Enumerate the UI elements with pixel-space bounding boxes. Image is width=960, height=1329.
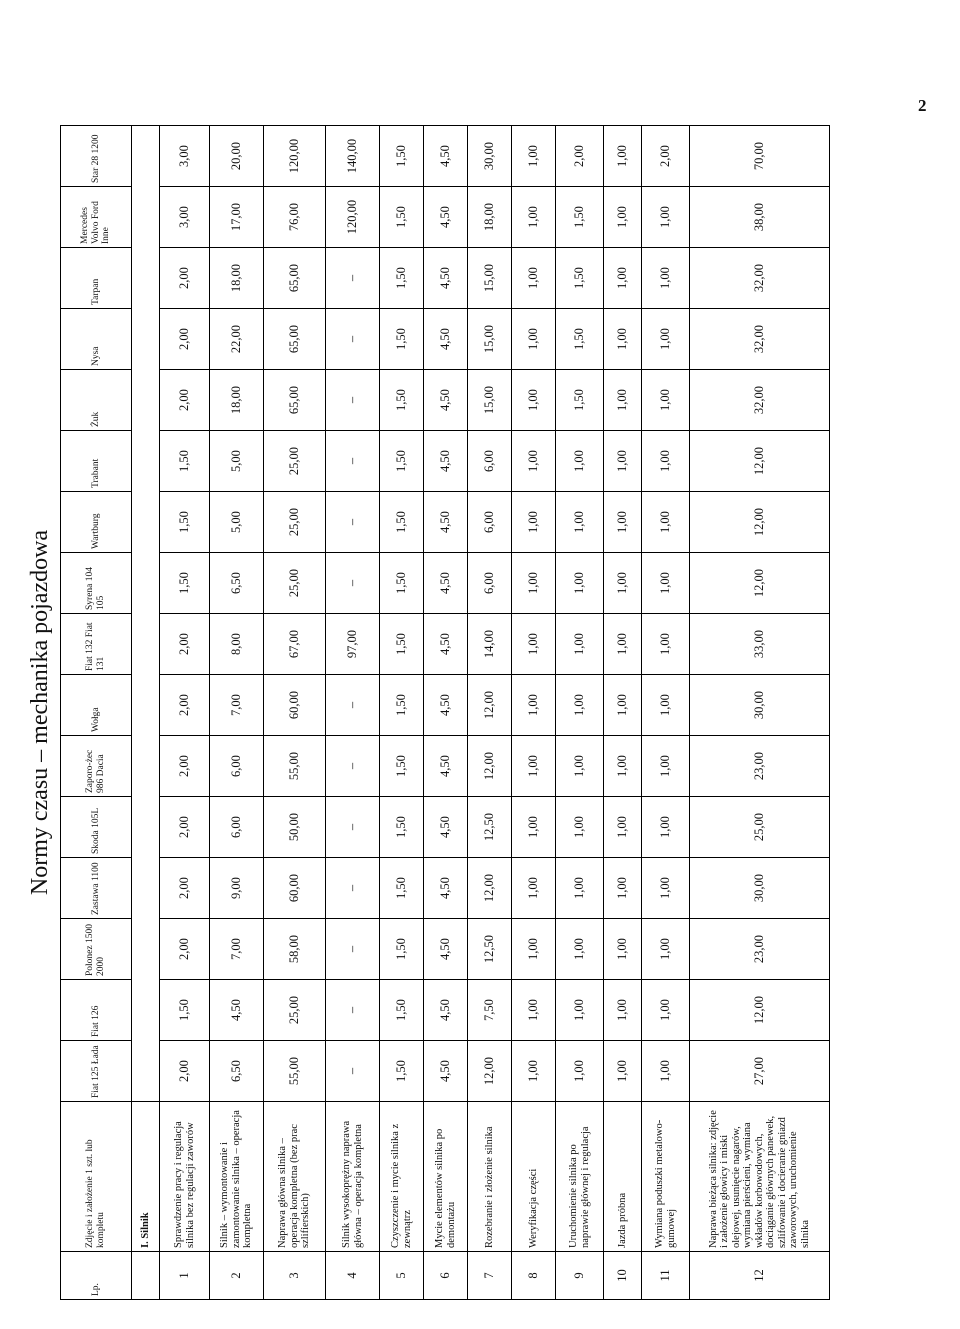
row-value: 1,00 — [642, 431, 690, 492]
rotated-page-content — [20, 30, 811, 1300]
norms-table — [60, 125, 830, 1300]
row-value: 1,50 — [556, 248, 604, 309]
row-value: 7,00 — [210, 919, 264, 980]
row-value: 1,50 — [380, 797, 424, 858]
header-vehicle: Zastawa 1100 — [61, 858, 132, 919]
row-value: 1,00 — [556, 797, 604, 858]
header-vehicle: Żuk — [61, 370, 132, 431]
row-value: 12,00 — [690, 492, 830, 553]
row-value: 4,50 — [424, 858, 468, 919]
row-value: 4,50 — [424, 126, 468, 187]
row-value: 4,50 — [424, 675, 468, 736]
row-operation: Czyszczenie i mycie silnika z zewnątrz — [380, 1102, 424, 1252]
row-value: 1,00 — [642, 614, 690, 675]
row-value: 15,00 — [468, 370, 512, 431]
row-value: 2,00 — [642, 126, 690, 187]
row-value: 1,00 — [556, 858, 604, 919]
row-lp: 8 — [512, 1252, 556, 1300]
row-value: 2,00 — [160, 736, 210, 797]
row-value: 27,00 — [690, 1041, 830, 1102]
section-lp-cell — [132, 1252, 160, 1300]
row-value: 1,00 — [512, 187, 556, 248]
row-value: 8,00 — [210, 614, 264, 675]
table-row — [512, 126, 556, 1300]
row-value: 32,00 — [690, 248, 830, 309]
row-value: – — [326, 980, 380, 1041]
row-value: 1,00 — [604, 492, 642, 553]
row-value: 1,00 — [556, 736, 604, 797]
row-value: 25,00 — [264, 492, 326, 553]
row-value: 1,00 — [512, 126, 556, 187]
row-value: 12,00 — [468, 858, 512, 919]
row-value: 1,00 — [512, 980, 556, 1041]
table-row — [642, 126, 690, 1300]
row-value: 12,00 — [690, 431, 830, 492]
row-value: 2,00 — [160, 797, 210, 858]
row-value: 1,00 — [512, 370, 556, 431]
row-value: 1,00 — [512, 1041, 556, 1102]
row-lp: 9 — [556, 1252, 604, 1300]
row-value: 1,50 — [160, 553, 210, 614]
row-value: 7,00 — [210, 675, 264, 736]
row-value: 1,00 — [642, 675, 690, 736]
row-value: 55,00 — [264, 1041, 326, 1102]
row-value: 20,00 — [210, 126, 264, 187]
row-lp: 3 — [264, 1252, 326, 1300]
row-value: 70,00 — [690, 126, 830, 187]
row-value: – — [326, 1041, 380, 1102]
row-value: 1,00 — [512, 431, 556, 492]
row-value: 1,00 — [604, 919, 642, 980]
row-value: 4,50 — [424, 309, 468, 370]
row-value: 1,50 — [556, 309, 604, 370]
row-value: 1,00 — [556, 675, 604, 736]
row-value: 2,00 — [160, 614, 210, 675]
row-value: 1,50 — [380, 980, 424, 1041]
row-value: 1,00 — [642, 797, 690, 858]
row-value: 1,50 — [380, 248, 424, 309]
row-value: 25,00 — [690, 797, 830, 858]
row-value: 1,50 — [380, 675, 424, 736]
row-value: 3,00 — [160, 187, 210, 248]
row-value: 12,50 — [468, 797, 512, 858]
row-value: 140,00 — [326, 126, 380, 187]
row-value: 1,00 — [604, 858, 642, 919]
row-value: 65,00 — [264, 248, 326, 309]
row-value: 1,00 — [642, 248, 690, 309]
row-value: 55,00 — [264, 736, 326, 797]
row-value: 4,50 — [210, 980, 264, 1041]
row-value: 17,00 — [210, 187, 264, 248]
row-value: 4,50 — [424, 553, 468, 614]
row-value: – — [326, 370, 380, 431]
row-value: 23,00 — [690, 736, 830, 797]
row-value: 1,00 — [604, 126, 642, 187]
table-row — [264, 126, 326, 1300]
row-value: 3,00 — [160, 126, 210, 187]
row-value: 1,00 — [604, 431, 642, 492]
row-value: 1,00 — [604, 980, 642, 1041]
row-value: 4,50 — [424, 187, 468, 248]
row-value: 1,50 — [556, 370, 604, 431]
section-title: I. Silnik — [132, 1102, 160, 1252]
header-row — [61, 126, 132, 1300]
row-value: 4,50 — [424, 492, 468, 553]
row-value: 2,00 — [160, 309, 210, 370]
row-value: 23,00 — [690, 919, 830, 980]
table-row — [160, 126, 210, 1300]
row-operation: Silnik – wymontowanie i zamontowanie silnika – operacja kompletna — [210, 1102, 264, 1252]
header-vehicle: Fiat 125 Łada — [61, 1041, 132, 1102]
row-lp: 5 — [380, 1252, 424, 1300]
header-vehicle: Polonez 1500 2000 — [61, 919, 132, 980]
table-row — [380, 126, 424, 1300]
table-row — [556, 126, 604, 1300]
header-vehicle: Nysa — [61, 309, 132, 370]
row-value: 18,00 — [468, 187, 512, 248]
row-operation: Uruchomienie silnika po naprawie głównej i regulacja — [556, 1102, 604, 1252]
row-value: 1,00 — [642, 919, 690, 980]
row-value: 67,00 — [264, 614, 326, 675]
header-lp: Lp. — [61, 1252, 132, 1300]
row-value: 1,50 — [160, 431, 210, 492]
row-value: 1,50 — [380, 1041, 424, 1102]
row-value: 1,00 — [556, 919, 604, 980]
row-value: 5,00 — [210, 492, 264, 553]
row-value: 1,00 — [604, 309, 642, 370]
row-value: 12,00 — [468, 736, 512, 797]
row-value: 5,00 — [210, 431, 264, 492]
row-value: 1,00 — [512, 492, 556, 553]
row-value: 25,00 — [264, 980, 326, 1041]
row-value: 65,00 — [264, 370, 326, 431]
header-vehicle: Wartburg — [61, 492, 132, 553]
row-value: – — [326, 919, 380, 980]
row-value: 6,50 — [210, 553, 264, 614]
row-value: 4,50 — [424, 370, 468, 431]
row-value: 1,50 — [380, 187, 424, 248]
table-row — [326, 126, 380, 1300]
row-value: 1,50 — [380, 858, 424, 919]
row-value: 65,00 — [264, 309, 326, 370]
row-lp: 4 — [326, 1252, 380, 1300]
row-value: 4,50 — [424, 980, 468, 1041]
row-value: – — [326, 492, 380, 553]
row-value: 1,00 — [556, 431, 604, 492]
row-operation: Rozebranie i złożenie silnika — [468, 1102, 512, 1252]
row-value: 12,00 — [468, 675, 512, 736]
header-vehicle: Fiat 126 — [61, 980, 132, 1041]
header-vehicle: Fiat 132 Fiat 131 — [61, 614, 132, 675]
row-value: 4,50 — [424, 614, 468, 675]
table-row — [424, 126, 468, 1300]
row-value: 30,00 — [468, 126, 512, 187]
row-value: 1,00 — [604, 614, 642, 675]
row-lp: 1 — [160, 1252, 210, 1300]
row-lp: 11 — [642, 1252, 690, 1300]
row-value: 1,50 — [380, 370, 424, 431]
row-value: 1,00 — [604, 736, 642, 797]
row-lp: 12 — [690, 1252, 830, 1300]
row-value: 2,00 — [160, 1041, 210, 1102]
row-value: 7,50 — [468, 980, 512, 1041]
row-value: 60,00 — [264, 858, 326, 919]
row-value: 6,00 — [210, 736, 264, 797]
row-value: 2,00 — [160, 858, 210, 919]
row-value: 58,00 — [264, 919, 326, 980]
row-value: 1,00 — [512, 736, 556, 797]
row-value: – — [326, 248, 380, 309]
row-value: 1,00 — [604, 675, 642, 736]
row-value: – — [326, 309, 380, 370]
row-lp: 7 — [468, 1252, 512, 1300]
row-value: 2,00 — [160, 919, 210, 980]
row-value: 120,00 — [264, 126, 326, 187]
row-operation: Jazda próbna — [604, 1102, 642, 1252]
table-row — [210, 126, 264, 1300]
header-vehicle: Zaporo-żec 986 Dacia — [61, 736, 132, 797]
row-value: 2,00 — [160, 248, 210, 309]
row-value: – — [326, 858, 380, 919]
row-value: 32,00 — [690, 309, 830, 370]
table-row — [468, 126, 512, 1300]
row-value: 9,00 — [210, 858, 264, 919]
row-value: 1,00 — [512, 553, 556, 614]
row-value: 25,00 — [264, 431, 326, 492]
row-value: 1,50 — [380, 553, 424, 614]
row-value: 97,00 — [326, 614, 380, 675]
row-value: 1,00 — [604, 553, 642, 614]
row-value: 4,50 — [424, 736, 468, 797]
row-value: 1,50 — [380, 126, 424, 187]
section-empty-cell — [132, 126, 160, 1102]
row-value: – — [326, 736, 380, 797]
row-value: 32,00 — [690, 370, 830, 431]
row-value: 1,50 — [380, 919, 424, 980]
header-vehicle: Skoda 105L — [61, 797, 132, 858]
row-value: 4,50 — [424, 797, 468, 858]
row-value: 1,00 — [642, 553, 690, 614]
row-operation: Silnik wysokoprężny naprawa główna – operacja kompletna — [326, 1102, 380, 1252]
row-value: 1,00 — [642, 736, 690, 797]
row-value: 1,00 — [512, 797, 556, 858]
row-value: 4,50 — [424, 919, 468, 980]
table-row — [690, 126, 830, 1300]
row-value: 1,50 — [380, 614, 424, 675]
row-value: 30,00 — [690, 858, 830, 919]
row-value: – — [326, 553, 380, 614]
row-value: 1,50 — [556, 187, 604, 248]
row-value: 4,50 — [424, 1041, 468, 1102]
row-value: 1,00 — [604, 797, 642, 858]
row-value: 33,00 — [690, 614, 830, 675]
header-vehicle: Trabant — [61, 431, 132, 492]
row-value: 1,00 — [642, 309, 690, 370]
header-vehicle: Mercedes Volvo Ford Inne — [61, 187, 132, 248]
row-value: 4,50 — [424, 248, 468, 309]
row-value: 1,00 — [604, 248, 642, 309]
row-value: 1,00 — [512, 919, 556, 980]
row-value: – — [326, 797, 380, 858]
row-value: 1,00 — [512, 675, 556, 736]
row-value: – — [326, 431, 380, 492]
row-value: 1,00 — [642, 370, 690, 431]
row-value: 1,00 — [642, 858, 690, 919]
header-vehicle: Star 28 1200 — [61, 126, 132, 187]
row-value: 18,00 — [210, 370, 264, 431]
row-value: 25,00 — [264, 553, 326, 614]
row-value: 1,00 — [604, 1041, 642, 1102]
row-value: 14,00 — [468, 614, 512, 675]
row-operation: Naprawa główna silnika – operacja kompletna (bez prac szlifierskich) — [264, 1102, 326, 1252]
row-value: 18,00 — [210, 248, 264, 309]
row-value: 15,00 — [468, 248, 512, 309]
row-value: 2,00 — [556, 126, 604, 187]
row-value: 1,50 — [380, 736, 424, 797]
row-operation: Wymiana poduszki metalowo-gumowej — [642, 1102, 690, 1252]
row-value: 12,00 — [690, 553, 830, 614]
row-value: 6,50 — [210, 1041, 264, 1102]
section-row — [132, 126, 160, 1300]
row-value: 1,50 — [160, 492, 210, 553]
row-value: 1,50 — [380, 431, 424, 492]
row-value: 30,00 — [690, 675, 830, 736]
row-value: 6,00 — [468, 431, 512, 492]
row-value: 1,00 — [512, 248, 556, 309]
row-value: 1,00 — [556, 553, 604, 614]
row-value: 120,00 — [326, 187, 380, 248]
row-value: 1,00 — [556, 1041, 604, 1102]
row-operation: Naprawa bieżąca silnika: zdjęcie i założenie głowicy i miski olejowej, usunięcie nagarów, wymiana pierścieni, wymiana wkładów korbowodowych, dociąganie głównych panewek, szlifowanie i docieranie gniazd zaworowych, uruchomienie silnika — [690, 1102, 830, 1252]
row-operation: Sprawdzenie pracy i regulacja silnika bez regulacji zaworów — [160, 1102, 210, 1252]
row-value: 1,00 — [604, 187, 642, 248]
row-value: – — [326, 675, 380, 736]
row-value: 1,00 — [642, 1041, 690, 1102]
row-operation: Weryfikacja części — [512, 1102, 556, 1252]
row-lp: 6 — [424, 1252, 468, 1300]
row-value: 6,00 — [468, 492, 512, 553]
row-value: 6,00 — [468, 553, 512, 614]
row-value: 1,00 — [556, 492, 604, 553]
row-lp: 10 — [604, 1252, 642, 1300]
row-value: 12,00 — [468, 1041, 512, 1102]
row-value: 1,00 — [512, 309, 556, 370]
row-lp: 2 — [210, 1252, 264, 1300]
row-value: 1,00 — [556, 980, 604, 1041]
row-value: 1,00 — [642, 980, 690, 1041]
row-value: 1,50 — [380, 309, 424, 370]
row-value: 12,00 — [690, 980, 830, 1041]
header-vehicle: Wołga — [61, 675, 132, 736]
row-value: 1,50 — [160, 980, 210, 1041]
row-value: 1,00 — [642, 492, 690, 553]
row-value: 1,00 — [556, 614, 604, 675]
row-value: 1,00 — [512, 614, 556, 675]
row-value: 2,00 — [160, 370, 210, 431]
row-value: 1,00 — [604, 370, 642, 431]
row-value: 4,50 — [424, 431, 468, 492]
row-value: 38,00 — [690, 187, 830, 248]
row-operation: Mycie elementów silnika po demontażu — [424, 1102, 468, 1252]
page-title: Normy czasu – mechanika pojazdowa — [27, 529, 53, 896]
row-value: 60,00 — [264, 675, 326, 736]
row-value: 15,00 — [468, 309, 512, 370]
row-value: 12,50 — [468, 919, 512, 980]
row-value: 1,00 — [512, 858, 556, 919]
header-vehicle: Syrena 104 105 — [61, 553, 132, 614]
table-row — [604, 126, 642, 1300]
row-value: 50,00 — [264, 797, 326, 858]
page-number: 2 — [918, 96, 927, 115]
row-value: 76,00 — [264, 187, 326, 248]
row-value: 22,00 — [210, 309, 264, 370]
row-value: 1,50 — [380, 492, 424, 553]
row-value: 6,00 — [210, 797, 264, 858]
header-vehicle: Tarpan — [61, 248, 132, 309]
row-value: 2,00 — [160, 675, 210, 736]
row-value: 1,00 — [642, 187, 690, 248]
header-operation: Zdjęcie i założenie 1 szt. lub kompletu — [61, 1102, 132, 1252]
